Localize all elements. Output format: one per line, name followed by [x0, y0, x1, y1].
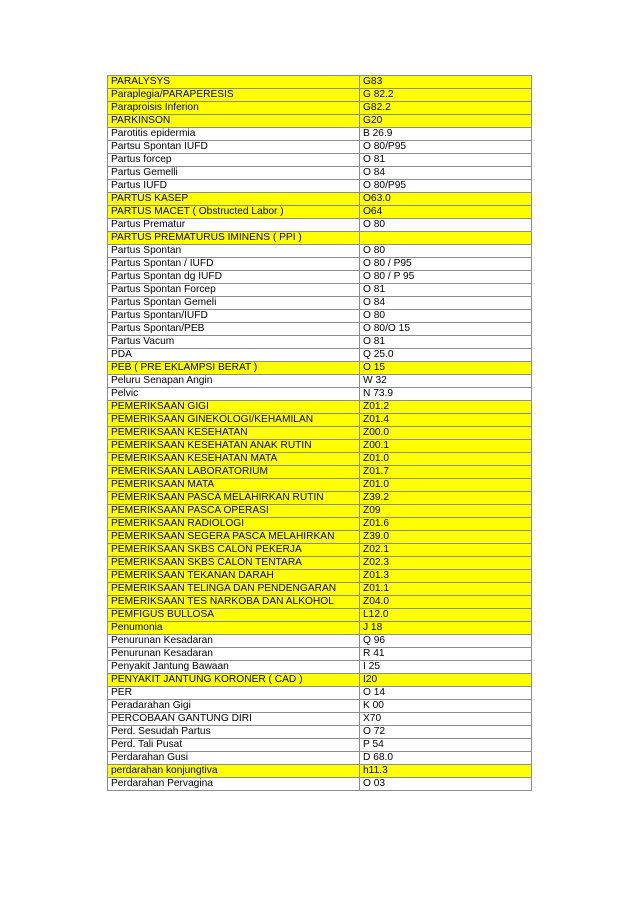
table-row	[108, 76, 532, 89]
table-row	[108, 765, 532, 778]
icd-code-cell: O 80 / P 95	[360, 271, 532, 284]
table-row	[108, 700, 532, 713]
table-row	[108, 622, 532, 635]
diagnosis-name-cell: Penumonia	[108, 622, 360, 635]
icd-code-cell: O 81	[360, 336, 532, 349]
table-row	[108, 310, 532, 323]
diagnosis-name-cell: PEMERIKSAAN LABORATORIUM	[108, 466, 360, 479]
table-row	[108, 297, 532, 310]
diagnosis-name-cell: PARTUS PREMATURUS IMINENS ( PPI )	[108, 232, 360, 245]
table-row	[108, 258, 532, 271]
table-row	[108, 778, 532, 791]
icd-code-cell: O 84	[360, 167, 532, 180]
table-row	[108, 687, 532, 700]
diagnosis-name-cell: PEMERIKSAAN GIGI	[108, 401, 360, 414]
icd-code-cell: G 82.2	[360, 89, 532, 102]
icd-code-cell: O64	[360, 206, 532, 219]
icd-code-cell: L12.0	[360, 609, 532, 622]
icd-code-cell: Z01.1	[360, 583, 532, 596]
diagnosis-name-cell: Partus IUFD	[108, 180, 360, 193]
icd-code-cell: K 00	[360, 700, 532, 713]
diagnosis-name-cell: PARALYSYS	[108, 76, 360, 89]
table-body	[108, 76, 532, 791]
table-row	[108, 635, 532, 648]
icd-code-cell: O 81	[360, 284, 532, 297]
table-row	[108, 726, 532, 739]
icd-code-cell: O 80/P95	[360, 180, 532, 193]
table-row	[108, 193, 532, 206]
diagnosis-name-cell: Penyakit Jantung Bawaan	[108, 661, 360, 674]
table-row	[108, 375, 532, 388]
icd-code-cell: O 80/P95	[360, 141, 532, 154]
diagnosis-name-cell: Partus Prematur	[108, 219, 360, 232]
icd-code-cell	[360, 232, 532, 245]
table-row	[108, 557, 532, 570]
table-row	[108, 661, 532, 674]
diagnosis-name-cell: Partus Spontan / IUFD	[108, 258, 360, 271]
table-row	[108, 219, 532, 232]
diagnosis-name-cell: Partus Vacum	[108, 336, 360, 349]
table-row	[108, 128, 532, 141]
table-row	[108, 206, 532, 219]
diagnosis-name-cell: PEMERIKSAAN KESEHATAN MATA	[108, 453, 360, 466]
table-row	[108, 115, 532, 128]
diagnosis-name-cell: Pelvic	[108, 388, 360, 401]
table-row	[108, 388, 532, 401]
icd-code-cell: I20	[360, 674, 532, 687]
table-row	[108, 154, 532, 167]
icd-code-cell: Z01.0	[360, 479, 532, 492]
diagnosis-name-cell: PEMERIKSAAN GINEKOLOGI/KEHAMILAN	[108, 414, 360, 427]
table-row	[108, 570, 532, 583]
diagnosis-name-cell: Perdarahan Pervagina	[108, 778, 360, 791]
table-row	[108, 453, 532, 466]
diagnosis-name-cell: PEMFIGUS BULLOSA	[108, 609, 360, 622]
table-row	[108, 102, 532, 115]
table-row	[108, 739, 532, 752]
icd-code-cell: O 15	[360, 362, 532, 375]
diagnosis-name-cell: Paraproisis Inferion	[108, 102, 360, 115]
icd-code-cell: O 84	[360, 297, 532, 310]
icd-code-cell: Z09	[360, 505, 532, 518]
icd-code-cell: h11.3	[360, 765, 532, 778]
icd-code-cell: Q 96	[360, 635, 532, 648]
table-row	[108, 596, 532, 609]
icd-code-cell: O 80	[360, 219, 532, 232]
icd-code-cell: Z01.2	[360, 401, 532, 414]
table-row	[108, 180, 532, 193]
diagnosis-code-table	[107, 75, 532, 791]
table-row	[108, 674, 532, 687]
table-row	[108, 752, 532, 765]
diagnosis-name-cell: Penurunan Kesadaran	[108, 648, 360, 661]
icd-code-cell: B 26.9	[360, 128, 532, 141]
icd-code-cell: Z39.0	[360, 531, 532, 544]
table-row	[108, 427, 532, 440]
table-row	[108, 466, 532, 479]
table-row	[108, 167, 532, 180]
icd-code-cell: Z01.0	[360, 453, 532, 466]
icd-code-cell: Z04.0	[360, 596, 532, 609]
diagnosis-name-cell: Partus forcep	[108, 154, 360, 167]
icd-code-cell: D 68.0	[360, 752, 532, 765]
table-row	[108, 583, 532, 596]
table-row	[108, 336, 532, 349]
diagnosis-name-cell: PEMERIKSAAN MATA	[108, 479, 360, 492]
table-row	[108, 323, 532, 336]
diagnosis-name-cell: PEMERIKSAAN RADIOLOGI	[108, 518, 360, 531]
icd-code-cell: G82.2	[360, 102, 532, 115]
table-row	[108, 284, 532, 297]
table-row	[108, 349, 532, 362]
icd-code-cell: O 14	[360, 687, 532, 700]
icd-code-cell: J 18	[360, 622, 532, 635]
table-row	[108, 271, 532, 284]
diagnosis-name-cell: PDA	[108, 349, 360, 362]
icd-code-cell: O 03	[360, 778, 532, 791]
table-row	[108, 362, 532, 375]
diagnosis-name-cell: Partsu Spontan IUFD	[108, 141, 360, 154]
diagnosis-name-cell: PARTUS MACET ( Obstructed Labor )	[108, 206, 360, 219]
icd-code-cell: O 80 / P95	[360, 258, 532, 271]
diagnosis-name-cell: Partus Spontan dg IUFD	[108, 271, 360, 284]
icd-code-cell: R 41	[360, 648, 532, 661]
icd-code-cell: W 32	[360, 375, 532, 388]
icd-code-cell: Z01.4	[360, 414, 532, 427]
table-row	[108, 518, 532, 531]
table-row	[108, 505, 532, 518]
icd-code-cell: O 80	[360, 245, 532, 258]
icd-code-cell: G83	[360, 76, 532, 89]
diagnosis-name-cell: Partus Spontan Gemeli	[108, 297, 360, 310]
table-row	[108, 609, 532, 622]
table-row	[108, 713, 532, 726]
table-row	[108, 414, 532, 427]
icd-code-cell: Z01.7	[360, 466, 532, 479]
icd-code-cell: O63.0	[360, 193, 532, 206]
diagnosis-name-cell: PEMERIKSAAN KESEHATAN	[108, 427, 360, 440]
table-row	[108, 141, 532, 154]
icd-code-cell: Z01.3	[360, 570, 532, 583]
table-row	[108, 89, 532, 102]
diagnosis-name-cell: PEMERIKSAAN SEGERA PASCA MELAHIRKAN	[108, 531, 360, 544]
diagnosis-name-cell: PEMERIKSAAN SKBS CALON PEKERJA	[108, 544, 360, 557]
diagnosis-name-cell: perdarahan konjungtiva	[108, 765, 360, 778]
table-row	[108, 479, 532, 492]
diagnosis-name-cell: Partus Spontan	[108, 245, 360, 258]
diagnosis-name-cell: Partus Spontan/IUFD	[108, 310, 360, 323]
table-row	[108, 440, 532, 453]
icd-code-cell: Z00.0	[360, 427, 532, 440]
icd-code-cell: X70	[360, 713, 532, 726]
icd-code-cell: P 54	[360, 739, 532, 752]
diagnosis-name-cell: PEMERIKSAAN TEKANAN DARAH	[108, 570, 360, 583]
icd-code-cell: Z01.6	[360, 518, 532, 531]
icd-code-cell: O 80/O 15	[360, 323, 532, 336]
diagnosis-name-cell: PENYAKIT JANTUNG KORONER ( CAD )	[108, 674, 360, 687]
table-row	[108, 648, 532, 661]
diagnosis-name-cell: Perd. Tali Pusat	[108, 739, 360, 752]
icd-code-cell: Z39.2	[360, 492, 532, 505]
table-row	[108, 492, 532, 505]
diagnosis-name-cell: PARTUS KASEP	[108, 193, 360, 206]
diagnosis-name-cell: PEMERIKSAAN PASCA MELAHIRKAN RUTIN	[108, 492, 360, 505]
icd-code-cell: G20	[360, 115, 532, 128]
diagnosis-name-cell: Penurunan Kesadaran	[108, 635, 360, 648]
diagnosis-name-cell: PERCOBAAN GANTUNG DIRI	[108, 713, 360, 726]
diagnosis-name-cell: Perdarahan Gusi	[108, 752, 360, 765]
diagnosis-name-cell: Partus Spontan Forcep	[108, 284, 360, 297]
table-row	[108, 232, 532, 245]
diagnosis-name-cell: PEB ( PRE EKLAMPSI BERAT )	[108, 362, 360, 375]
diagnosis-name-cell: PEMERIKSAAN TES NARKOBA DAN ALKOHOL	[108, 596, 360, 609]
icd-code-cell: I 25	[360, 661, 532, 674]
diagnosis-name-cell: Peluru Senapan Angin	[108, 375, 360, 388]
table-row	[108, 531, 532, 544]
icd-code-cell: Q 25.0	[360, 349, 532, 362]
diagnosis-name-cell: PEMERIKSAAN KESEHATAN ANAK RUTIN	[108, 440, 360, 453]
diagnosis-name-cell: Peradarahan Gigi	[108, 700, 360, 713]
table-row	[108, 544, 532, 557]
diagnosis-name-cell: PEMERIKSAAN TELINGA DAN PENDENGARAN	[108, 583, 360, 596]
diagnosis-name-cell: PEMERIKSAAN SKBS CALON TENTARA	[108, 557, 360, 570]
icd-code-cell: O 81	[360, 154, 532, 167]
icd-code-cell: Z02.3	[360, 557, 532, 570]
table-row	[108, 401, 532, 414]
diagnosis-name-cell: Partus Spontan/PEB	[108, 323, 360, 336]
icd-code-cell: N 73.9	[360, 388, 532, 401]
table-row	[108, 245, 532, 258]
icd-code-cell: O 72	[360, 726, 532, 739]
diagnosis-name-cell: Paraplegia/PARAPERESIS	[108, 89, 360, 102]
icd-code-cell: Z02.1	[360, 544, 532, 557]
icd-code-cell: O 80	[360, 310, 532, 323]
diagnosis-name-cell: PER	[108, 687, 360, 700]
diagnosis-name-cell: Parotitis epidermia	[108, 128, 360, 141]
diagnosis-name-cell: Perd. Sesudah Partus	[108, 726, 360, 739]
icd-code-cell: Z00.1	[360, 440, 532, 453]
diagnosis-name-cell: PARKINSON	[108, 115, 360, 128]
diagnosis-name-cell: Partus Gemelli	[108, 167, 360, 180]
diagnosis-name-cell: PEMERIKSAAN PASCA OPERASI	[108, 505, 360, 518]
